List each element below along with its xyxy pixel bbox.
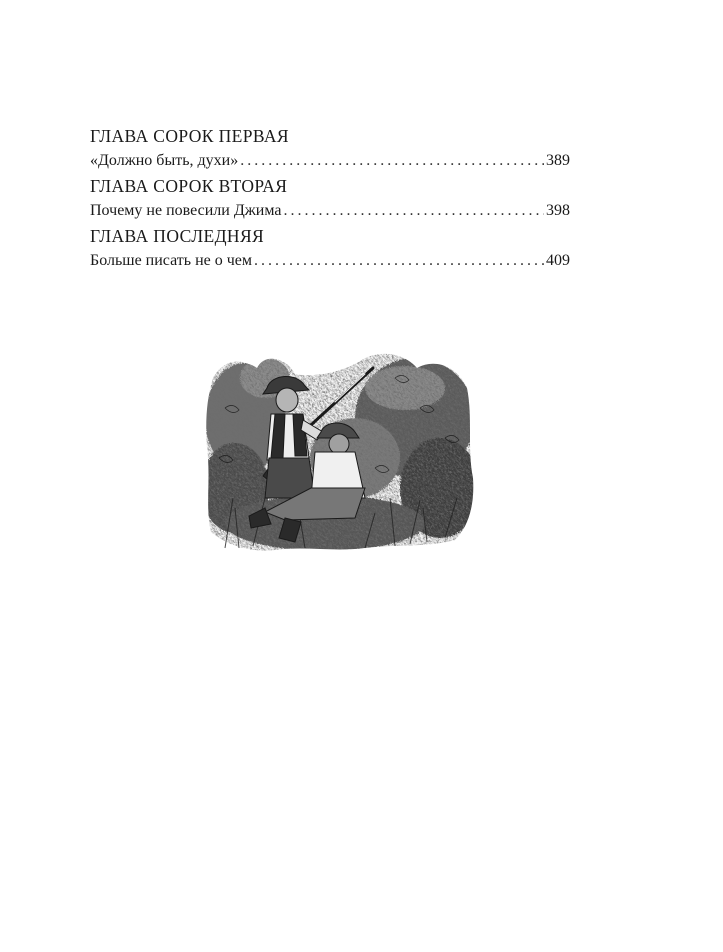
toc-entry[interactable]	[90, 248, 570, 274]
entry-title: Почему не повесили Джима	[90, 202, 282, 219]
entry-title: «Должно быть, духи»	[90, 152, 239, 169]
toc-entry[interactable]	[90, 148, 570, 174]
dot-leader	[240, 148, 544, 174]
toc-entry[interactable]	[90, 198, 570, 224]
chapter-heading: ГЛАВА СОРОК ПЕРВАЯ	[90, 126, 289, 146]
chapter-heading: ГЛАВА ПОСЛЕДНЯЯ	[90, 226, 265, 246]
page-number: 409	[546, 252, 570, 269]
table-of-contents	[90, 124, 570, 274]
entry-title: Больше писать не о чем	[90, 252, 253, 269]
page-number: 398	[546, 202, 570, 219]
chapter-heading: ГЛАВА СОРОК ВТОРАЯ	[90, 176, 288, 196]
dot-leader	[283, 198, 544, 224]
illustration-boys-with-rifle	[205, 348, 475, 553]
dot-leader	[254, 248, 544, 274]
page-number: 389	[546, 152, 570, 169]
